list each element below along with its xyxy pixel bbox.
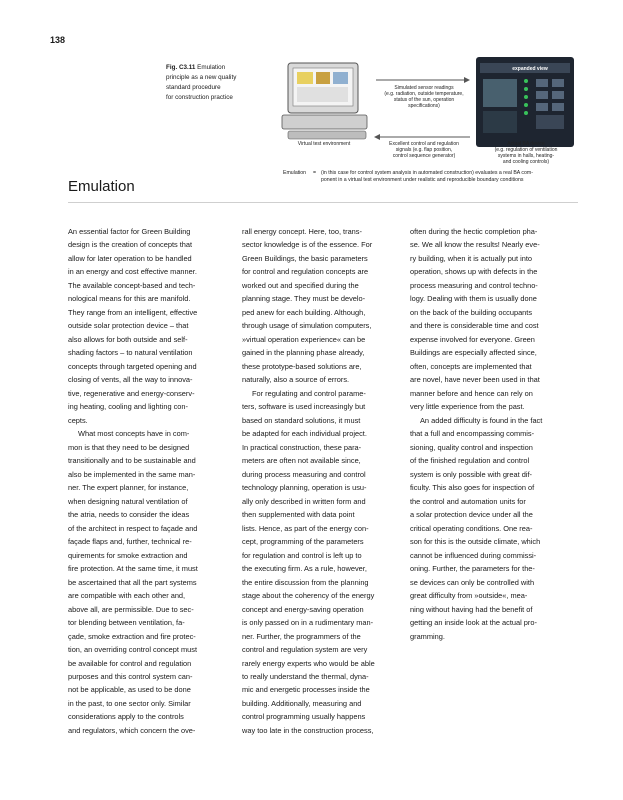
label-virtual-test-environment: Virtual test environment <box>297 141 351 147</box>
caption-line: Emulation <box>197 64 226 71</box>
label-expanded-view: expanded view <box>512 66 548 72</box>
caption-line: principle as a new quality <box>166 74 237 81</box>
text-column-1 <box>68 225 220 737</box>
paragraph: An essential factor for Green Building design is the creation of concepts that allow for later operation to be handled in an energy and cost effective manner. The available concept-based and tech- nological means for this are manifold. They range from an intelligent, effective outside solar protection device – that also allows for both outside and self- shading factors – to natural ventilation concepts through targeted opening and closing of vents, all the way to innova- tive, regenerative and energy-conserv- ing heating, cooling and lighting con- cepts. <box>68 227 198 425</box>
caption-line: for construction practice <box>166 94 233 101</box>
title-divider <box>68 202 578 203</box>
label-simulated-sensor: Simulated sensor readings (e.g. radiation, outside temperature, status of the sun, operation specifications) <box>384 85 464 109</box>
legend-equals: = <box>313 170 317 176</box>
paragraph: An added difficulty is found in the fact that a full and encompassing commis- sioning, quality control and inspection of the finished regulation and control system is only possible with great dif- ficulty. This also goes for inspection of the control and automation units for a solar protection device under all the critical operating conditions. One rea- son for this is the outside climate, which cannot be influenced during commissi- oning. Further, the parameters for the- se devices can only be controlled with great difficulty from »outside«, mea- ning without having had the benefit of getting an inside look at the actual pro- gramming. <box>410 415 543 641</box>
label-excellent-control: Excellent control and regulation signals (e.g. flap position, control sequence generator) <box>389 141 459 159</box>
legend-definition: (in this case for control system analysis in automated construction) evaluates a real BA com- ponent in a virtual test environment under realistic and reproducible boundary conditions <box>321 170 533 183</box>
computer-illustration <box>282 63 367 139</box>
legend-term: Emulation <box>283 170 307 176</box>
paragraph: often during the hectic completion pha- se. We all know the results! Nearly eve- ry building, when it is actually put into operation, shows up with defects in the process measuring and control techno- logy. Dealing with them is usually done on the back of the building occupants and there is considerable time and cost expense involved for everyone. Green Buildings are especially affected since, often, concepts are implemented that are novel, have never been used in that manner before and hence can rely on very little experience from the past. <box>410 227 540 412</box>
paragraph: What most concepts have in com- mon is that they need to be designed transitionally and to be sustainable and also be implemented in the same man- ner. The expert planner, for instance, when designing natural ventilation of the atria, needs to consider the ideas of the architect in respect to façade and façade flaps and, further, technical re- quirements for smoke extraction and fire protection. At the same time, it must be ascertained that all the part systems are compatible with each other and, above all, are permissible. Due to sec- tor blending between ventilation, fa- çade, smoke extraction and fire protec- tion, an overriding control concept must be available for control and regulation purposes and this control system can- not be applicable, as used to be done in the past, to one sector only. Similar considerations apply to the controls and regulators, which concern the ove- <box>68 429 198 735</box>
text-column-3 <box>410 225 562 643</box>
paragraph: For regulating and control parame- ters, software is used increasingly but based on standard solutions, it must be adapted for each individual project. In practical construction, these para- meters are often not available since, during process measuring and control technology planning, operation is usu- ally only described in written form and then supplemented with data point lists. Hence, as part of the energy con- cept, programming of the parameters for regulation and control is left up to the executing firm. As a rule, however, the entire discussion from the planning stage about the coherency of the energy concept and energy-saving operation is only passed on in a rudimentary man- ner. Further, the programmers of the control and regulation system are very rarely energy experts who would be able to really understand the thermal, dyna- mic and energetic processes inside the building. Additionally, measuring and control programming usually happens way too late in the construction process, <box>242 388 375 735</box>
section-title: Emulation <box>68 178 135 195</box>
page-number: 138 <box>50 35 66 45</box>
figure-caption <box>166 63 276 103</box>
text-column-2 <box>242 225 394 737</box>
paragraph: rall energy concept. Here, too, trans- sector knowledge is of the essence. For Green Buildings, the basic parameters for control and regulation concepts are worked out and specified during the planning stage. They must be develo- ped anew for each building. Although, through usage of simulation computers, »virtual operation experience« can be gained in the planning phase already, these prototype-based solutions are, naturally, also a source of errors. <box>242 227 373 385</box>
label-actual-ba-device: Actual BA device (e.g. regulation of ventilation systems in halls, heating- and cooling controls) <box>494 141 558 165</box>
caption-line: standard procedure <box>166 84 221 91</box>
caption-label: Fig. C3.11 <box>166 64 196 71</box>
